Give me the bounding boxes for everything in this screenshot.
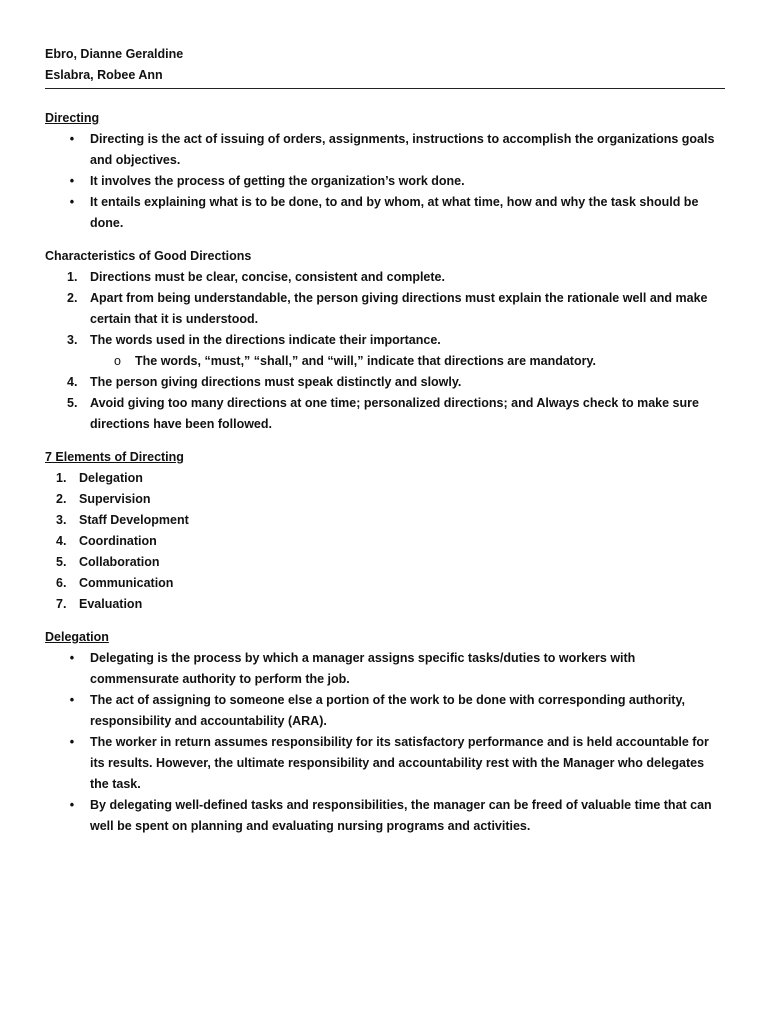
list-number: 4. [56,534,67,548]
list-item [45,594,725,615]
list-number: 1. [67,270,78,284]
delegation-bullet-list [45,648,725,837]
list-number: 6. [56,576,67,590]
list-number: 7. [56,597,67,611]
elements-numbered-list [45,468,725,615]
list-item-text: Coordination [79,534,157,548]
list-item [45,510,725,531]
list-number: 2. [67,291,78,305]
list-item-text: Apart from being understandable, the person giving directions must explain the rationale well and make certain that it is understood. [90,291,708,326]
list-item-text: It entails explaining what is to be done, to and by whom, at what time, how and why the task should be done. [90,195,699,230]
list-item [45,372,725,393]
list-item [45,690,725,732]
list-item [45,648,725,690]
list-number: 2. [56,492,67,506]
bullet-icon: • [69,195,75,209]
directing-bullet-list [45,129,725,234]
characteristics-sub-list [90,351,725,372]
list-item-text: Directions must be clear, concise, consistent and complete. [90,270,445,284]
list-item-text: Collaboration [79,555,160,569]
section-heading-elements: 7 Elements of Directing [45,450,184,464]
document-page [45,44,725,837]
list-item-text: The words used in the directions indicate their importance. [90,333,441,347]
list-item-text: Directing is the act of issuing of orders, assignments, instructions to accomplish the organizations goals and objectives. [90,132,715,167]
list-item-text: Supervision [79,492,151,506]
list-number: 3. [67,333,78,347]
circle-bullet-icon: o [114,354,121,368]
bullet-icon: • [69,693,75,707]
list-item [45,192,725,234]
characteristics-numbered-list [45,267,725,435]
list-item [45,267,725,288]
list-item [45,393,725,435]
list-item-text: Avoid giving too many directions at one time; personalized directions; and Always check to make sure directions have been followed. [90,396,699,431]
list-number: 5. [67,396,78,410]
list-item-text: Delegating is the process by which a manager assigns specific tasks/duties to workers with commensurate authority to perform the job. [90,651,636,686]
author-name-1: Ebro, Dianne Geraldine [45,47,184,61]
list-item-text: The act of assigning to someone else a portion of the work to be done with corresponding authority, responsibility and accountability (ARA). [90,693,685,728]
author-name-2: Eslabra, Robee Ann [45,68,163,82]
list-item-text: Staff Development [79,513,189,527]
bullet-icon: • [69,174,75,188]
list-number: 3. [56,513,67,527]
list-number: 1. [56,471,67,485]
list-item [45,330,725,372]
list-item-text: It involves the process of getting the organization’s work done. [90,174,465,188]
list-item [45,573,725,594]
list-number: 5. [56,555,67,569]
list-number: 4. [67,375,78,389]
bullet-icon: • [69,132,75,146]
bullet-icon: • [69,651,75,665]
bullet-icon: • [69,798,75,812]
sub-list-item-text: The words, “must,” “shall,” and “will,” indicate that directions are mandatory. [135,354,596,368]
section-heading-delegation: Delegation [45,630,109,644]
list-item [45,552,725,573]
list-item [45,732,725,795]
list-item [45,489,725,510]
list-item [45,531,725,552]
list-item-text: The person giving directions must speak distinctly and slowly. [90,375,462,389]
bullet-icon: • [69,735,75,749]
list-item-text: Communication [79,576,174,590]
section-heading-characteristics: Characteristics of Good Directions [45,249,252,263]
sub-list-item [45,351,725,372]
list-item-text: Delegation [79,471,143,485]
list-item [45,171,725,192]
list-item-text: By delegating well-defined tasks and responsibilities, the manager can be freed of valuable time that can well be spent on planning and evaluating nursing programs and activities. [90,798,712,833]
list-item-text: The worker in return assumes responsibility for its satisfactory performance and is held accountable for its results. However, the ultimate responsibility and accountability rest with the Manager who delegates the task. [90,735,709,791]
section-heading-directing: Directing [45,111,100,125]
header-divider [45,88,725,89]
list-item-text: Evaluation [79,597,143,611]
list-item [45,129,725,171]
list-item [45,468,725,489]
list-item [45,288,725,330]
list-item [45,795,725,837]
